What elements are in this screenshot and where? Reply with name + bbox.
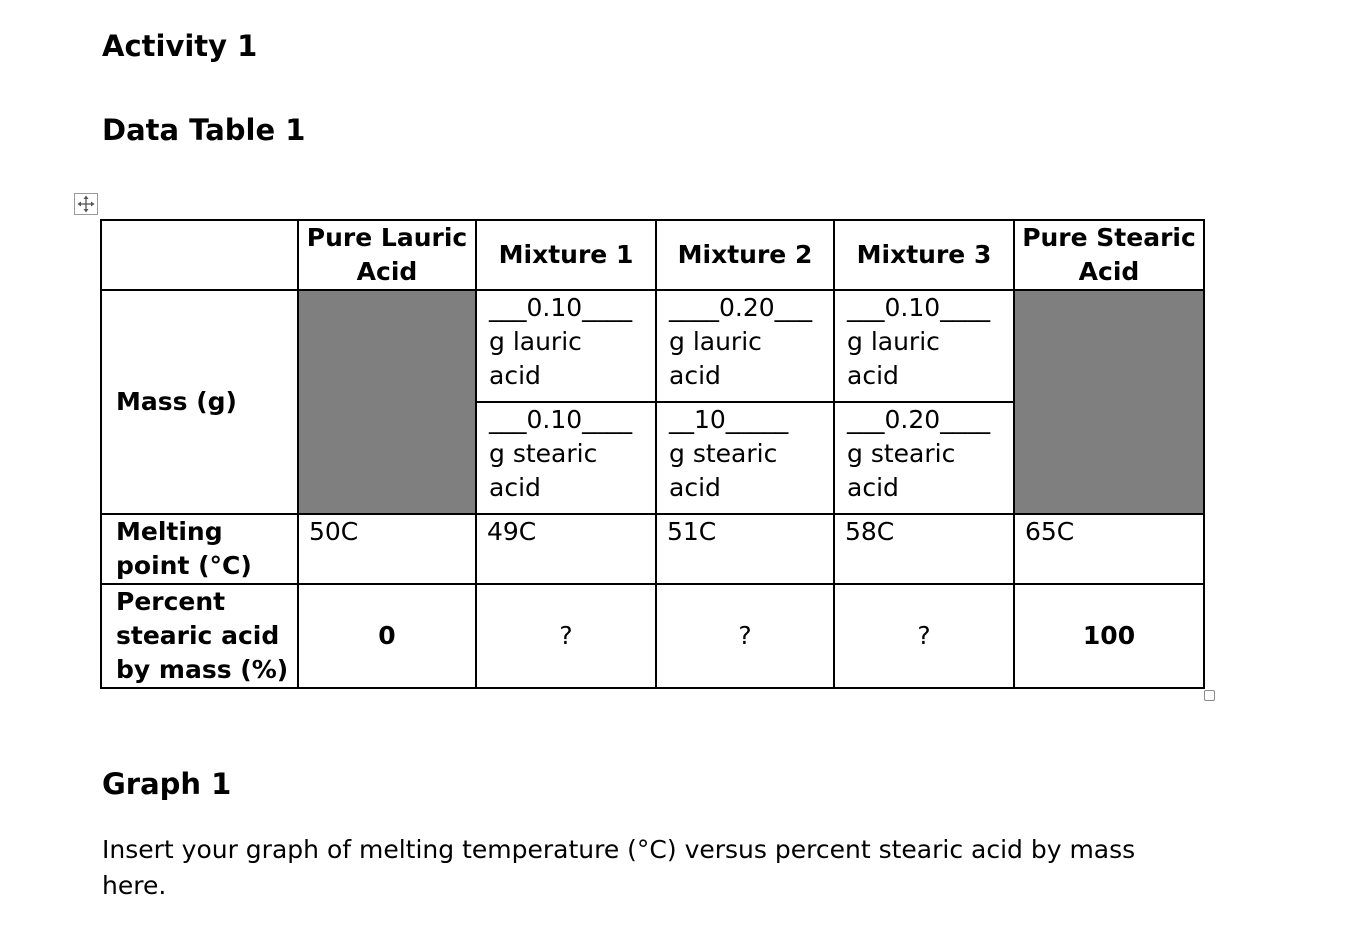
melting-point-mixture-3[interactable]: 58C [834, 514, 1014, 584]
header-empty-cell[interactable] [101, 220, 298, 290]
percent-mixture-1[interactable]: ? [476, 584, 656, 688]
melting-point-pure-stearic[interactable]: 65C [1014, 514, 1204, 584]
mixture1-stearic-mass[interactable] [476, 402, 656, 514]
melting-point-mixture-2[interactable]: 51C [656, 514, 834, 584]
percent-mixture-3[interactable]: ? [834, 584, 1014, 688]
header-pure-lauric[interactable]: Pure Lauric Acid [298, 220, 476, 290]
mixture2-lauric-mass[interactable] [656, 290, 834, 402]
graph-instruction-text: Insert your graph of melting temperature (°C) versus percent stearic acid by mass here. [102, 835, 1136, 900]
data-table [100, 219, 1205, 689]
header-mixture-2[interactable]: Mixture 2 [656, 220, 834, 290]
mass-row-lauric [101, 290, 1204, 402]
mixture3-stearic-mass-text: ___0.20____ g stearic acid [847, 405, 991, 502]
melting-point-row [101, 514, 1204, 584]
shaded-cell-pure-stearic [1014, 290, 1204, 514]
percent-pure-lauric[interactable]: 0 [298, 584, 476, 688]
mixture2-stearic-mass[interactable] [656, 402, 834, 514]
graph-heading: Graph 1 [102, 767, 232, 801]
mixture3-lauric-mass[interactable] [834, 290, 1014, 402]
mixture2-stearic-mass-text: __10_____ g stearic acid [669, 405, 789, 502]
header-pure-stearic[interactable]: Pure Stearic Acid [1014, 220, 1204, 290]
mixture3-stearic-mass[interactable] [834, 402, 1014, 514]
melting-point-mixture-1[interactable]: 49C [476, 514, 656, 584]
shaded-cell-pure-lauric [298, 290, 476, 514]
header-mixture-1[interactable]: Mixture 1 [476, 220, 656, 290]
data-table-heading: Data Table 1 [102, 113, 306, 147]
percent-mixture-2[interactable]: ? [656, 584, 834, 688]
header-mixture-3[interactable]: Mixture 3 [834, 220, 1014, 290]
melting-point-label[interactable]: Melting point (°C) [101, 514, 298, 584]
table-move-handle-icon[interactable] [74, 193, 98, 215]
mixture2-lauric-mass-text: ____0.20___ g lauric acid [669, 293, 813, 390]
activity-heading: Activity 1 [102, 29, 258, 63]
mixture1-lauric-mass[interactable] [476, 290, 656, 402]
header-row [101, 220, 1204, 290]
percent-pure-stearic[interactable]: 100 [1014, 584, 1204, 688]
percent-stearic-label[interactable]: Percent stearic acid by mass (%) [101, 584, 298, 688]
table-resize-handle-icon[interactable] [1204, 690, 1215, 701]
percent-stearic-row [101, 584, 1204, 688]
mixture3-lauric-mass-text: ___0.10____ g lauric acid [847, 293, 991, 390]
mass-label[interactable]: Mass (g) [101, 290, 298, 514]
mixture1-lauric-mass-text: ___0.10____ g lauric acid [489, 293, 633, 390]
melting-point-pure-lauric[interactable]: 50C [298, 514, 476, 584]
mixture1-stearic-mass-text: ___0.10____ g stearic acid [489, 405, 633, 502]
